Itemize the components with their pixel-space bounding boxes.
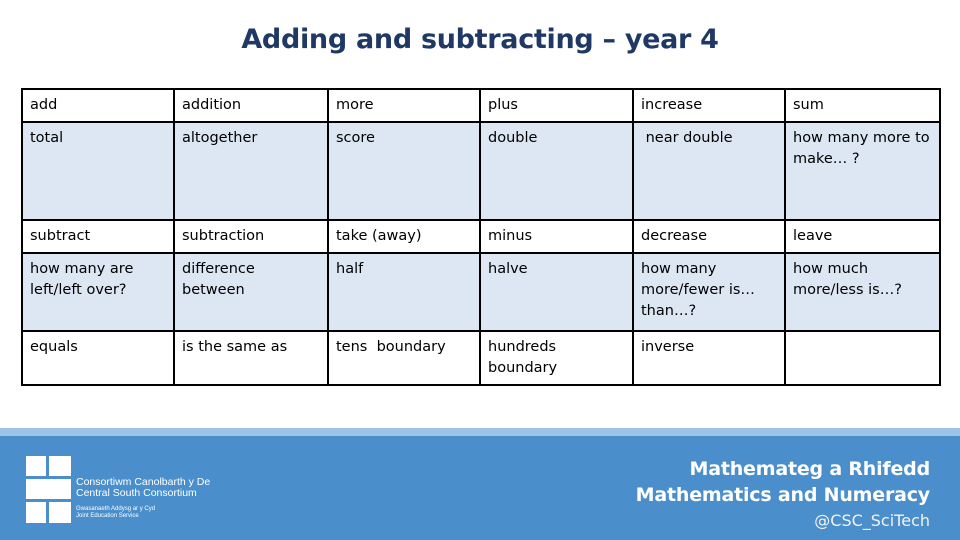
table-cell: take (away) bbox=[328, 220, 480, 253]
page-title: Adding and subtracting – year 4 bbox=[241, 24, 719, 55]
service-name-welsh: Gwasanaeth Addysg ar y Cyd bbox=[76, 506, 156, 512]
footer-subject bbox=[636, 456, 930, 534]
subject-english: Mathematics and Numeracy bbox=[635, 484, 930, 506]
table-cell: tens boundary bbox=[328, 331, 480, 385]
table-cell: subtraction bbox=[174, 220, 328, 253]
footer-band bbox=[0, 428, 960, 436]
twitter-handle: @CSC_SciTech bbox=[814, 511, 930, 530]
table-cell: subtract bbox=[22, 220, 174, 253]
table-cell: how many more/fewer is… than…? bbox=[633, 253, 785, 331]
table-cell: halve bbox=[480, 253, 633, 331]
table-cell: score bbox=[328, 122, 480, 220]
table-cell: half bbox=[328, 253, 480, 331]
table-row bbox=[22, 253, 940, 331]
table-cell: how many more to make… ? bbox=[785, 122, 940, 220]
table-cell: decrease bbox=[633, 220, 785, 253]
consortium-logo-icon bbox=[26, 456, 72, 524]
table-row bbox=[22, 331, 940, 385]
organisation-name bbox=[76, 477, 210, 499]
service-name-english: Joint Education Service bbox=[76, 513, 139, 519]
table-cell: equals bbox=[22, 331, 174, 385]
organisation-name-english: Central South Consortium bbox=[76, 487, 197, 499]
organisation-name-welsh: Consortiwm Canolbarth y De bbox=[76, 476, 211, 488]
table-cell: minus bbox=[480, 220, 633, 253]
table-cell: leave bbox=[785, 220, 940, 253]
table-cell: plus bbox=[480, 89, 633, 122]
table-cell: hundreds boundary bbox=[480, 331, 633, 385]
table-cell: total bbox=[22, 122, 174, 220]
table-cell bbox=[785, 331, 940, 385]
table-cell: how much more/less is…? bbox=[785, 253, 940, 331]
table-cell: inverse bbox=[633, 331, 785, 385]
table-cell: near double bbox=[633, 122, 785, 220]
table-cell: double bbox=[480, 122, 633, 220]
table-cell: is the same as bbox=[174, 331, 328, 385]
table-row bbox=[22, 122, 940, 220]
table-cell: altogether bbox=[174, 122, 328, 220]
table-row bbox=[22, 220, 940, 253]
table-cell: add bbox=[22, 89, 174, 122]
table-cell: addition bbox=[174, 89, 328, 122]
table-cell: more bbox=[328, 89, 480, 122]
table-row bbox=[22, 89, 940, 122]
table-cell: sum bbox=[785, 89, 940, 122]
vocabulary-table bbox=[21, 88, 941, 386]
subject-welsh: Mathemateg a Rhifedd bbox=[689, 458, 930, 480]
table-cell: difference between bbox=[174, 253, 328, 331]
table-cell: how many are left/left over? bbox=[22, 253, 174, 331]
organisation-service bbox=[76, 506, 155, 520]
table-cell: increase bbox=[633, 89, 785, 122]
